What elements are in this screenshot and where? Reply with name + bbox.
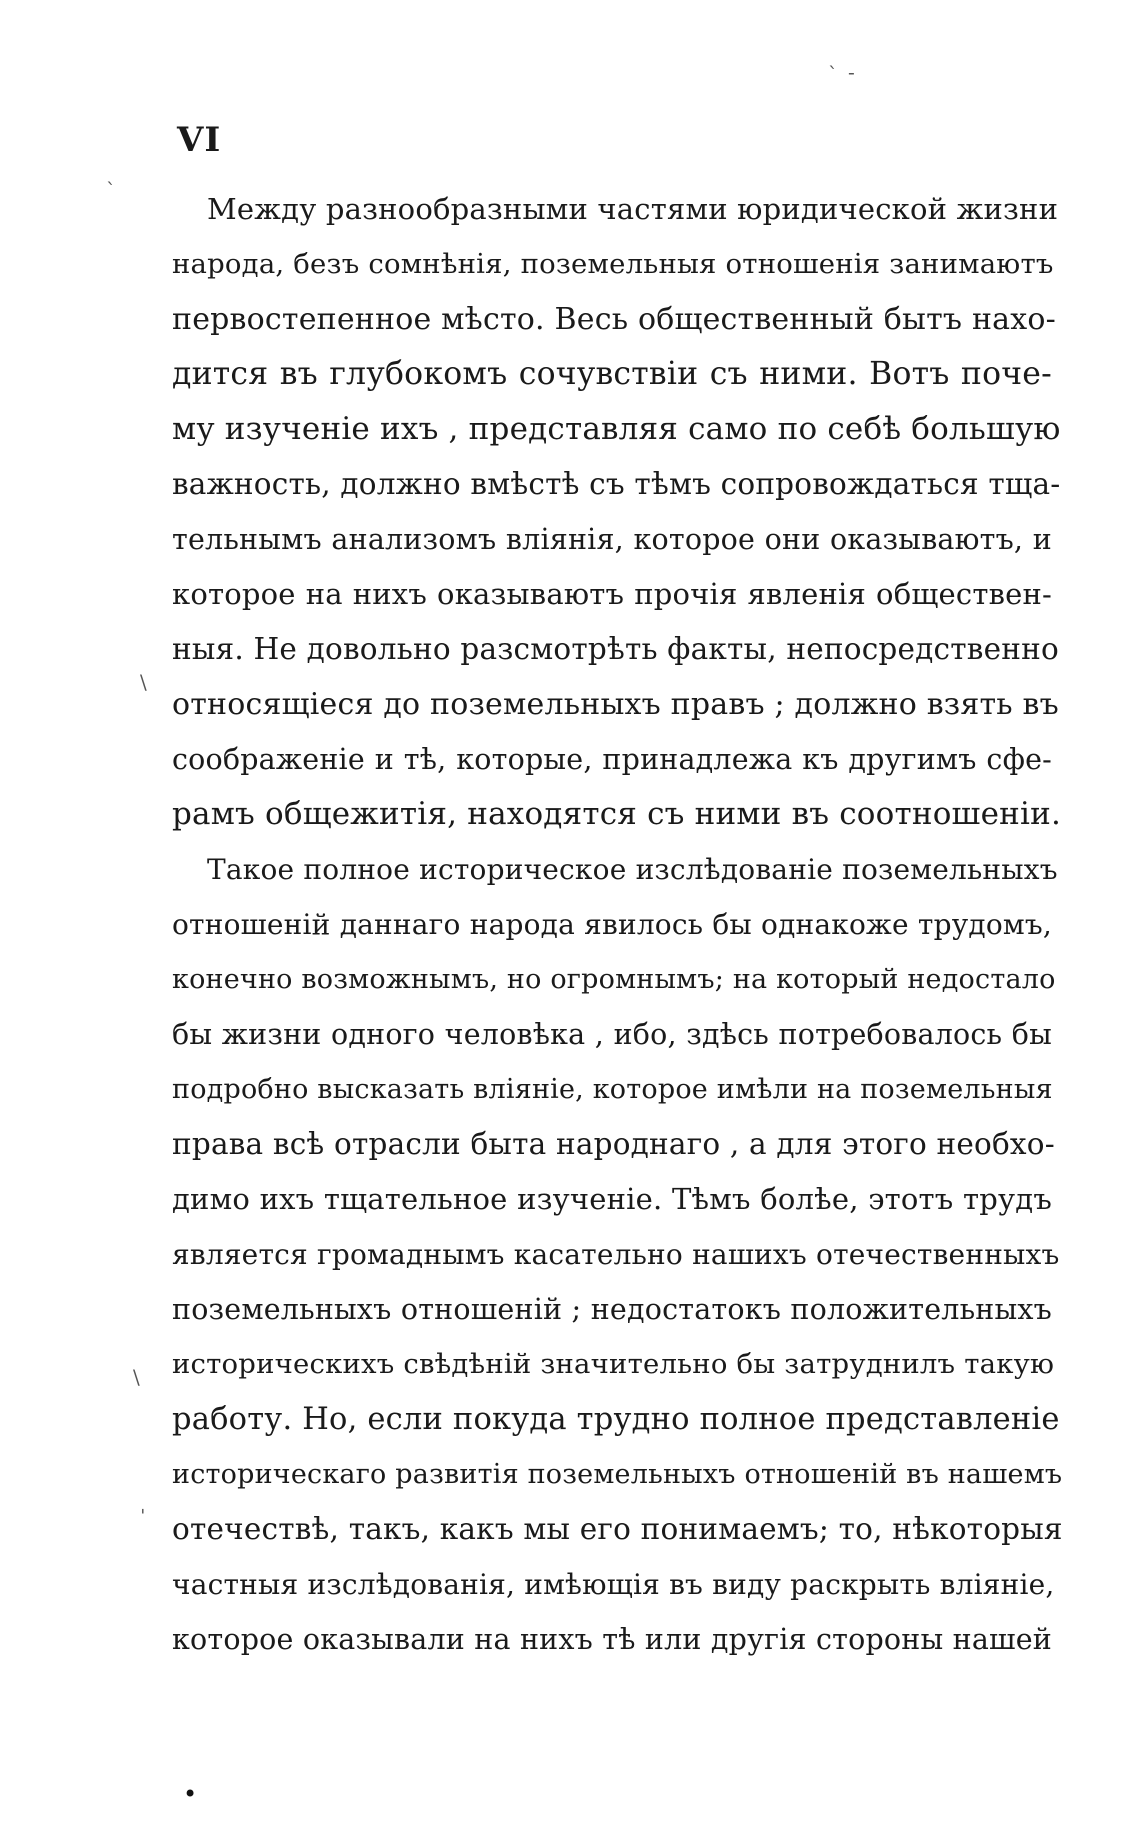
- text-line: права всѣ отрасли быта народнаго , а для этого необхо-: [172, 1127, 1055, 1161]
- body-text: [172, 182, 1063, 1667]
- text-line: рамъ общежитія, находятся съ ними въ соотношеніи.: [172, 796, 1062, 832]
- scan-speck: ˋ: [828, 62, 838, 86]
- text-line: которое оказывали на нихъ тѣ или другія стороны нашей: [172, 1623, 1052, 1656]
- scan-speck: \: [140, 670, 147, 694]
- page-number: VI: [177, 120, 222, 160]
- paragraph-2: [172, 842, 1063, 1667]
- scan-speck: ˈ: [140, 1505, 146, 1529]
- text-line: частныя изслѣдованія, имѣющія въ виду раскрыть вліяніе,: [172, 1568, 1055, 1601]
- text-line: дится въ глубокомъ сочувствіи съ ними. Вотъ поче-: [172, 356, 1052, 392]
- text-line: является громаднымъ касательно нашихъ отечественныхъ: [172, 1238, 1060, 1271]
- text-line: димо ихъ тщательное изученіе. Тѣмъ болѣе, этотъ трудъ: [172, 1182, 1052, 1216]
- scan-speck: \: [133, 1365, 140, 1389]
- text-line: му изученіе ихъ , представляя само по себѣ большую: [172, 411, 1061, 447]
- text-line: Между разнообразными частями юридической жизни: [207, 192, 1059, 226]
- text-line: историческихъ свѣдѣній значительно бы затруднилъ такую: [172, 1348, 1055, 1380]
- text-line: поземельныхъ отношеній ; недостатокъ положительныхъ: [172, 1293, 1052, 1326]
- scan-speck: -: [848, 60, 855, 84]
- text-line: ныя. Не довольно разсмотрѣть факты, непосредственно: [172, 632, 1059, 666]
- text-line: бы жизни одного человѣка , ибо, здѣсь потребовалось бы: [172, 1018, 1052, 1051]
- text-line: относящіеся до поземельныхъ правъ ; должно взять въ: [172, 687, 1059, 722]
- text-line: важность, должно вмѣстѣ съ тѣмъ сопровождаться тща-: [172, 467, 1061, 501]
- text-line: тельнымъ анализомъ вліянія, которое они оказываютъ, и: [172, 523, 1052, 556]
- text-line: работу. Но, если покуда трудно полное представленіе: [172, 1402, 1060, 1437]
- scan-speck: ˋ: [106, 178, 116, 202]
- paragraph-1: [172, 182, 1062, 842]
- text-line: подробно высказать вліяніе, которое имѣли на поземельныя: [172, 1074, 1053, 1105]
- text-line: соображеніе и тѣ, которые, принадлежа къ другимъ сфе-: [172, 743, 1052, 776]
- text-line: отечествѣ, такъ, какъ мы его понимаемъ; то, нѣкоторыя: [172, 1512, 1063, 1546]
- text-line: которое на нихъ оказываютъ прочія явленія обществен-: [172, 577, 1052, 611]
- text-line: первостепенное мѣсто. Весь общественный бытъ нахо-: [172, 302, 1056, 337]
- text-line: Такое полное историческое изслѣдованіе поземельныхъ: [207, 853, 1058, 886]
- scan-speck: •: [183, 1780, 198, 1808]
- text-line: конечно возможнымъ, но огромнымъ; на который недостало: [172, 964, 1056, 995]
- text-line: историческаго развитія поземельныхъ отношеній въ нашемъ: [172, 1459, 1063, 1490]
- text-line: народа, безъ сомнѣнія, поземельныя отношенія занимаютъ: [172, 248, 1054, 280]
- text-line: отношеній даннаго народа явилось бы однакоже трудомъ,: [172, 908, 1052, 941]
